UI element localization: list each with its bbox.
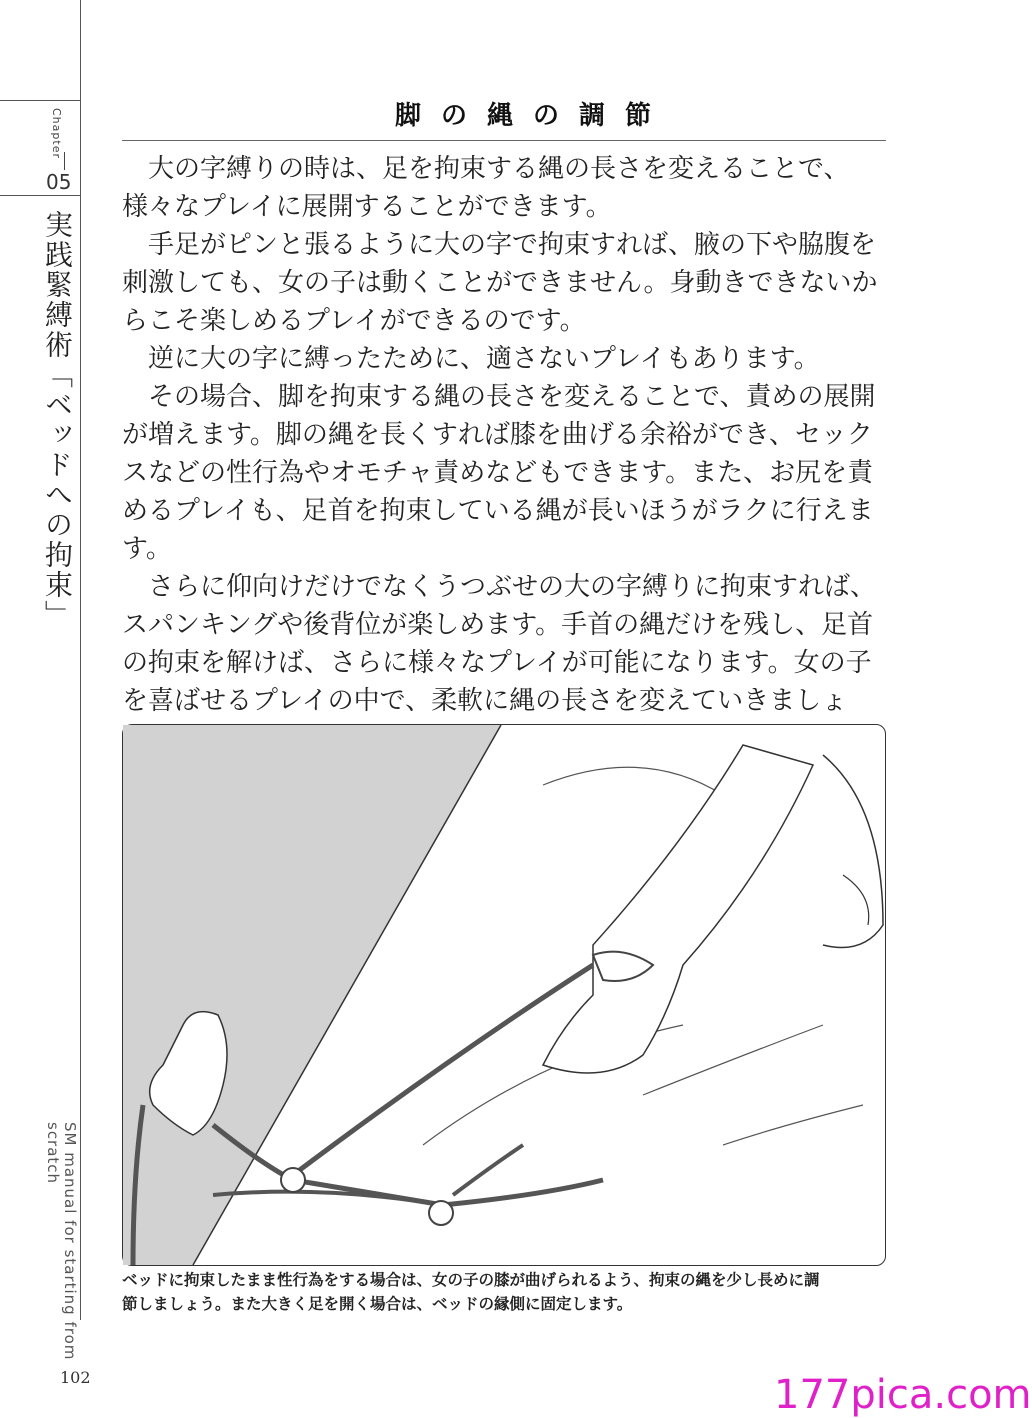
- watermark: 177pica.com: [774, 1372, 1032, 1418]
- section-heading: 脚の縄の調節: [395, 101, 672, 131]
- chapter-title: 実践緊縛術「ベッドへの拘束」: [41, 210, 74, 630]
- sheet-fold: [543, 767, 723, 795]
- sidebar-divider: [80, 0, 81, 1320]
- paragraph: さらに仰向けだけでなくうつぶせの大の字縛りに拘束すれば、スパンキングや後背位が楽しめます。手首の縄だけを残し、足首の拘束を解けば、さらに様々なプレイが可能になります。女の子を喜ばせるプレイの中で、柔軟に縄の長さを変えていきましょ: [122, 572, 877, 716]
- heading-rule: [122, 140, 886, 141]
- english-side-text: SM manual for starting from scratch: [44, 1122, 79, 1361]
- rope-knot: [281, 1168, 305, 1192]
- paragraph: 手足がピンと張るように大の字で拘束すれば、腋の下や脇腹を刺激しても、女の子は動くことができません。身動きできないからこそ楽しめるプレイができるのです。: [122, 230, 878, 336]
- paragraph: その場合、脚を拘束する縄の長さを変えることで、責めの展開が増えます。脚の縄を長くすれば膝を曲げる余裕ができ、セックスなどの性行為やオモチャ責めなどもできます。また、お尻を責めるプレイも、足首を拘束している縄が長いほうがラクに行えます。: [122, 382, 876, 564]
- illustration-frame: [122, 724, 886, 1266]
- rope-tail: [453, 1145, 523, 1195]
- body-text: [122, 150, 888, 758]
- rope-illustration: [123, 725, 885, 1265]
- paragraph: 大の字縛りの時は、足を拘束する縄の長さを変えることで、様々なプレイに展開することができます。: [122, 154, 850, 222]
- figure-caption: ベッドに拘束したまま性行為をする場合は、女の子の膝が曲げられるよう、拘束の縄を少し長めに調節しましょう。また大きく足を開く場合は、ベッドの縁側に固定します。: [122, 1271, 820, 1313]
- paragraph: 逆に大の字に縛ったために、適さないプレイもあります。: [148, 344, 820, 374]
- chapter-box-top-rule: [0, 100, 80, 101]
- page-number: 102: [60, 1368, 91, 1387]
- rope-lower: [213, 1192, 443, 1205]
- rope-knot: [429, 1201, 453, 1225]
- chapter-number: 05: [46, 170, 72, 194]
- chapter-label: Chapter: [50, 108, 63, 159]
- thigh-outline: [823, 755, 883, 948]
- chapter-separator: [64, 152, 65, 170]
- sheet-fold: [643, 1025, 823, 1095]
- chapter-box-bottom-rule: [0, 195, 80, 196]
- leg-outline: [543, 745, 813, 1073]
- sheet-fold: [723, 1105, 863, 1145]
